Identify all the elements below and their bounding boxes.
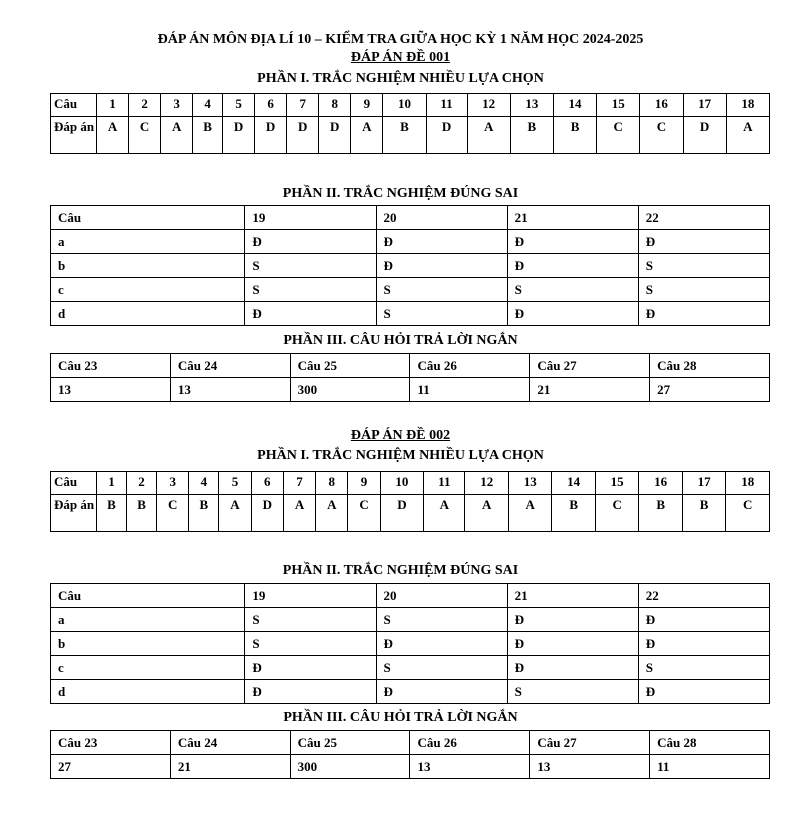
sa-header: Câu 27 — [530, 731, 650, 755]
exam-002-mc-table — [50, 471, 770, 532]
ds-cell: S — [638, 278, 769, 302]
ds-cell: S — [376, 278, 507, 302]
mc-answer: A — [726, 117, 769, 154]
ds-header: 21 — [507, 206, 638, 230]
mc-number: 7 — [287, 94, 319, 117]
mc-number: 10 — [380, 472, 423, 495]
ds-cell: S — [638, 254, 769, 278]
exam-002-code: ĐÁP ÁN ĐỀ 002 — [350, 428, 451, 443]
sa-answer: 300 — [290, 755, 410, 779]
exam-001-short-answer-table — [50, 353, 770, 402]
sa-header: Câu 28 — [650, 354, 770, 378]
ds-cell: Đ — [507, 608, 638, 632]
mc-number: 9 — [348, 472, 380, 495]
exam-001-part2-title: PHẦN II. TRẮC NGHIỆM ĐÚNG SAI — [282, 186, 519, 201]
mc-number: 10 — [383, 94, 426, 117]
exam-002-short-answer-table — [50, 730, 770, 779]
mc-answer: D — [319, 117, 351, 154]
mc-answer: A — [97, 117, 129, 154]
mc-answer: C — [348, 495, 380, 532]
sa-answer: 300 — [290, 378, 410, 402]
mc-number: 7 — [283, 472, 315, 495]
mc-number: 5 — [219, 472, 251, 495]
mc-answer: A — [467, 117, 510, 154]
mc-header-label: Câu — [51, 472, 97, 495]
document-title: ĐÁP ÁN MÔN ĐỊA LÍ 10 – KIỂM TRA GIỮA HỌC KỲ 1 NĂM HỌC 2024-2025 — [157, 32, 644, 47]
ds-header: 19 — [245, 206, 376, 230]
mc-number: 15 — [597, 94, 640, 117]
ds-header: 19 — [245, 584, 376, 608]
mc-answer: C — [640, 117, 683, 154]
ds-cell: Đ — [638, 632, 769, 656]
ds-cell: S — [507, 278, 638, 302]
sa-header: Câu 26 — [410, 354, 530, 378]
mc-number: 1 — [97, 472, 127, 495]
mc-number: 12 — [465, 472, 508, 495]
ds-cell: Đ — [245, 302, 376, 326]
mc-answer: D — [380, 495, 423, 532]
mc-answer: D — [426, 117, 467, 154]
mc-number: 5 — [223, 94, 255, 117]
mc-number: 11 — [426, 94, 467, 117]
ds-cell: Đ — [638, 608, 769, 632]
mc-answer-label: Đáp án — [51, 495, 97, 532]
mc-number: 12 — [467, 94, 510, 117]
mc-answer: B — [97, 495, 127, 532]
mc-answer: A — [508, 495, 551, 532]
sa-answer: 11 — [650, 755, 770, 779]
mc-number: 1 — [97, 94, 129, 117]
mc-number: 8 — [319, 94, 351, 117]
ds-cell: Đ — [638, 680, 769, 704]
ds-cell: d — [51, 680, 245, 704]
mc-number: 3 — [157, 472, 189, 495]
mc-number: 16 — [640, 94, 683, 117]
ds-header: 21 — [507, 584, 638, 608]
ds-cell: Đ — [376, 254, 507, 278]
mc-answer: B — [552, 495, 595, 532]
ds-cell: Đ — [638, 230, 769, 254]
ds-cell: S — [507, 680, 638, 704]
ds-cell: c — [51, 656, 245, 680]
sa-header: Câu 24 — [170, 354, 290, 378]
ds-cell: Đ — [245, 656, 376, 680]
ds-cell: S — [245, 632, 376, 656]
ds-cell: Đ — [376, 632, 507, 656]
mc-answer: B — [510, 117, 553, 154]
ds-cell: Đ — [507, 302, 638, 326]
ds-header: 22 — [638, 206, 769, 230]
mc-answer: D — [287, 117, 319, 154]
ds-cell: Đ — [507, 632, 638, 656]
sa-header: Câu 27 — [530, 354, 650, 378]
mc-answer: B — [383, 117, 426, 154]
mc-answer: B — [553, 117, 596, 154]
mc-number: 18 — [726, 472, 770, 495]
mc-number: 2 — [127, 472, 157, 495]
mc-answer: C — [129, 117, 161, 154]
ds-cell: a — [51, 230, 245, 254]
sa-answer: 27 — [650, 378, 770, 402]
ds-cell: S — [376, 302, 507, 326]
mc-answer: D — [255, 117, 287, 154]
sa-header: Câu 24 — [170, 731, 290, 755]
ds-cell: Đ — [507, 230, 638, 254]
ds-header: Câu — [51, 584, 245, 608]
sa-answer: 13 — [51, 378, 171, 402]
ds-cell: Đ — [245, 230, 376, 254]
mc-header-label: Câu — [51, 94, 97, 117]
sa-header: Câu 25 — [290, 731, 410, 755]
mc-answer: B — [193, 117, 223, 154]
mc-answer: D — [683, 117, 726, 154]
ds-header: 20 — [376, 584, 507, 608]
exam-002-part1-title: PHẦN I. TRẮC NGHIỆM NHIỀU LỰA CHỌN — [257, 448, 544, 463]
sa-answer: 11 — [410, 378, 530, 402]
ds-cell: c — [51, 278, 245, 302]
mc-number: 14 — [552, 472, 595, 495]
mc-answer: B — [189, 495, 219, 532]
sa-answer: 13 — [170, 378, 290, 402]
sa-answer: 21 — [530, 378, 650, 402]
ds-cell: S — [245, 254, 376, 278]
mc-answer: C — [726, 495, 770, 532]
mc-answer: A — [351, 117, 383, 154]
ds-cell: d — [51, 302, 245, 326]
ds-cell: S — [245, 278, 376, 302]
mc-answer: C — [157, 495, 189, 532]
mc-answer: A — [424, 495, 465, 532]
mc-number: 13 — [510, 94, 553, 117]
exam-002-part3-title: PHẦN III. CÂU HỎI TRẢ LỜI NGẮN — [283, 710, 518, 725]
exam-001-code: ĐÁP ÁN ĐỀ 001 — [350, 50, 451, 65]
ds-cell: a — [51, 608, 245, 632]
ds-cell: S — [638, 656, 769, 680]
ds-cell: Đ — [376, 230, 507, 254]
mc-number: 2 — [129, 94, 161, 117]
ds-cell: b — [51, 254, 245, 278]
ds-cell: Đ — [245, 680, 376, 704]
mc-answer: B — [639, 495, 682, 532]
mc-number: 17 — [683, 94, 726, 117]
mc-number: 11 — [424, 472, 465, 495]
ds-cell: S — [245, 608, 376, 632]
mc-answer: A — [283, 495, 315, 532]
sa-answer: 13 — [530, 755, 650, 779]
mc-answer: A — [316, 495, 348, 532]
mc-number: 4 — [193, 94, 223, 117]
mc-number: 9 — [351, 94, 383, 117]
ds-cell: S — [376, 656, 507, 680]
exam-002-part2-title: PHẦN II. TRẮC NGHIỆM ĐÚNG SAI — [282, 563, 519, 578]
sa-header: Câu 23 — [51, 731, 171, 755]
ds-cell: Đ — [638, 302, 769, 326]
mc-answer: B — [682, 495, 725, 532]
mc-number: 15 — [595, 472, 638, 495]
mc-number: 13 — [508, 472, 551, 495]
exam-002-true-false-table — [50, 583, 770, 704]
mc-number: 18 — [726, 94, 769, 117]
mc-number: 8 — [316, 472, 348, 495]
mc-number: 6 — [255, 94, 287, 117]
sa-answer: 13 — [410, 755, 530, 779]
sa-header: Câu 26 — [410, 731, 530, 755]
sa-header: Câu 28 — [650, 731, 770, 755]
exam-001-mc-table — [50, 93, 770, 154]
ds-cell: b — [51, 632, 245, 656]
mc-answer: A — [465, 495, 508, 532]
exam-001-true-false-table — [50, 205, 770, 326]
mc-answer: B — [127, 495, 157, 532]
exam-001-part3-title: PHẦN III. CÂU HỎI TRẢ LỜI NGẮN — [283, 333, 518, 348]
mc-answer-label: Đáp án — [51, 117, 97, 154]
mc-number: 6 — [251, 472, 283, 495]
ds-header: Câu — [51, 206, 245, 230]
mc-answer: A — [161, 117, 193, 154]
ds-header: 22 — [638, 584, 769, 608]
sa-answer: 21 — [170, 755, 290, 779]
sa-header: Câu 25 — [290, 354, 410, 378]
mc-answer: D — [251, 495, 283, 532]
ds-cell: Đ — [376, 680, 507, 704]
ds-cell: Đ — [507, 254, 638, 278]
mc-answer: C — [597, 117, 640, 154]
mc-number: 4 — [189, 472, 219, 495]
ds-header: 20 — [376, 206, 507, 230]
mc-number: 3 — [161, 94, 193, 117]
exam-001-part1-title: PHẦN I. TRẮC NGHIỆM NHIỀU LỰA CHỌN — [257, 71, 544, 86]
sa-header: Câu 23 — [51, 354, 171, 378]
mc-answer: A — [219, 495, 251, 532]
mc-number: 14 — [553, 94, 596, 117]
sa-answer: 27 — [51, 755, 171, 779]
ds-cell: Đ — [507, 656, 638, 680]
mc-answer: D — [223, 117, 255, 154]
mc-answer: C — [595, 495, 638, 532]
mc-number: 17 — [682, 472, 725, 495]
mc-number: 16 — [639, 472, 682, 495]
ds-cell: S — [376, 608, 507, 632]
